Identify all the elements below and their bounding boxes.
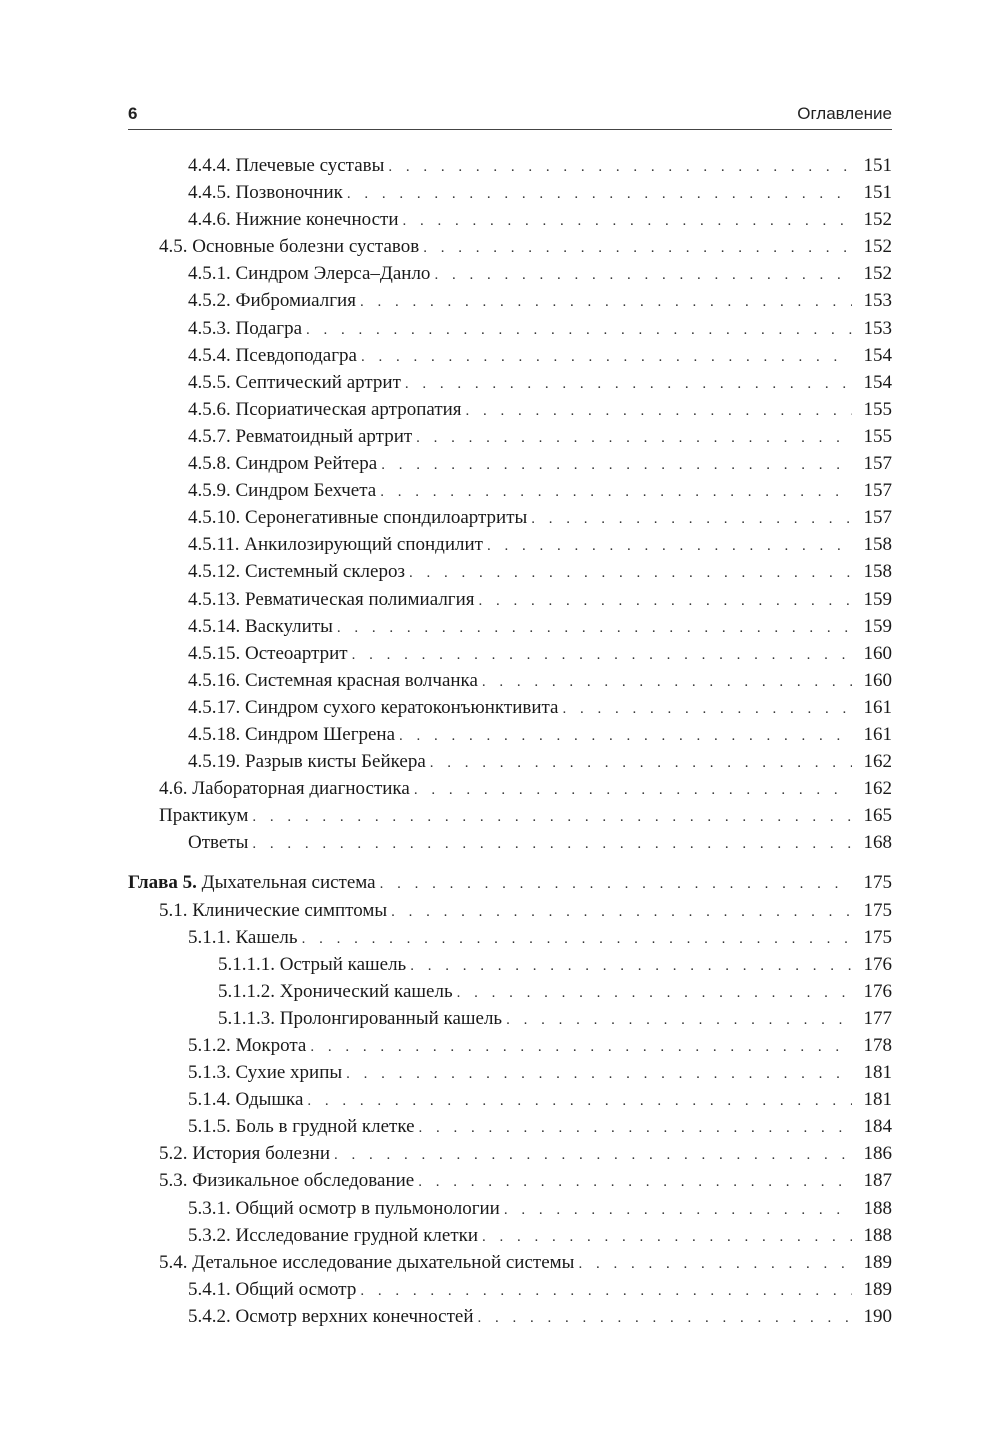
dot-leader [360, 289, 852, 316]
toc-page-number: 175 [863, 899, 892, 921]
toc-entry-number: 4.5.4. [188, 344, 231, 366]
toc-row[interactable] [128, 1167, 892, 1194]
toc-entry-title: Лабораторная диагностика [192, 778, 410, 800]
toc-entry-number: 4.5.3. [188, 317, 231, 339]
toc-page-number: 162 [863, 778, 892, 800]
toc-entry-title: Хронический кашель [279, 980, 453, 1002]
toc-entry-label [188, 640, 348, 667]
toc-entry-label [159, 897, 387, 924]
toc-row[interactable] [128, 1113, 892, 1140]
toc-row[interactable] [128, 233, 892, 260]
toc-entry-label [218, 1005, 502, 1032]
toc-row[interactable] [128, 667, 892, 694]
toc-row[interactable] [128, 260, 892, 287]
toc-entry-label [159, 1140, 330, 1167]
page-header [128, 104, 892, 130]
toc-page-number: 157 [863, 507, 892, 529]
toc-page-number: 154 [863, 371, 892, 393]
dot-leader [360, 1278, 852, 1305]
toc-page-number: 162 [863, 751, 892, 773]
toc-entry-label [188, 829, 248, 856]
dot-leader [380, 871, 852, 898]
toc-page-number: 159 [863, 588, 892, 610]
toc-entry-number: 5.1.4. [188, 1089, 231, 1111]
toc-entry-number: 4.5.15. [188, 642, 241, 664]
toc-entry-label [188, 260, 430, 287]
toc-entry-label [188, 1222, 478, 1249]
toc-entry-label [188, 179, 343, 206]
toc-entry-title: Осмотр верхних конечностей [235, 1305, 474, 1327]
toc-row[interactable] [128, 396, 892, 423]
toc-entry-label [188, 315, 302, 342]
toc-page-number: 158 [863, 534, 892, 556]
dot-leader [434, 262, 852, 289]
toc-entry-number: 5.1.3. [188, 1062, 231, 1084]
toc-entry-title: Физикальное обследование [192, 1170, 415, 1192]
dot-leader [482, 1224, 852, 1251]
toc-entry-title: Подагра [235, 317, 302, 339]
toc-chapter-row[interactable] [128, 869, 892, 896]
toc-row[interactable] [128, 152, 892, 179]
dot-leader [487, 533, 852, 560]
toc-entry-label [188, 1113, 415, 1140]
dot-leader [409, 560, 852, 587]
toc-page-number: 177 [863, 1007, 892, 1029]
dot-leader [346, 1061, 852, 1088]
toc-page-number: 160 [863, 669, 892, 691]
toc-entry-label [188, 924, 298, 951]
toc-page-number: 184 [863, 1116, 892, 1138]
toc-entry-label [188, 531, 483, 558]
toc-entry-label [188, 586, 475, 613]
dot-leader [381, 452, 852, 479]
toc-entry-label [218, 978, 453, 1005]
toc-entry-label [188, 1059, 342, 1086]
toc-page-number: 190 [863, 1305, 892, 1327]
toc-entry-number: 5.4.1. [188, 1278, 231, 1300]
toc-entry-title: Синдром Элерса–Данло [235, 263, 431, 285]
toc-entry-number: 4.5.2. [188, 290, 231, 312]
dot-leader [457, 980, 852, 1007]
running-title: Оглавление [797, 104, 892, 123]
toc-page-number: 178 [863, 1035, 892, 1056]
toc-row[interactable] [128, 369, 892, 396]
toc-entry-title: Ревматическая полимиалгия [245, 588, 475, 610]
dot-leader [337, 615, 852, 642]
toc-entry-label [188, 477, 376, 504]
toc-entry-title: Синдром Шегрена [245, 723, 396, 745]
toc-row[interactable] [128, 287, 892, 314]
toc-row[interactable] [128, 423, 892, 450]
toc-page-number: 181 [863, 1062, 892, 1084]
toc-entry-number: 5.2. [159, 1143, 188, 1165]
toc-row[interactable] [128, 179, 892, 206]
dot-leader [399, 723, 852, 750]
toc-entry-number: 4.5.9. [188, 480, 231, 502]
dot-leader [578, 1251, 852, 1278]
toc-entry-label [188, 721, 395, 748]
toc-row[interactable] [128, 640, 892, 667]
toc-entry-number: 4.4.5. [188, 182, 231, 204]
toc-entry-number: 4.5.16. [188, 669, 241, 691]
toc-entry-title: Ревматоидный артрит [235, 425, 413, 447]
toc-entry-label [188, 206, 399, 233]
toc-page-number: 157 [863, 480, 892, 502]
toc-entry-title: Одышка [235, 1089, 304, 1111]
toc-entry-label [218, 951, 406, 978]
toc-entry-title: Септический артрит [235, 371, 401, 393]
toc-entry-label [188, 450, 377, 477]
toc-page-number: 157 [863, 453, 892, 475]
toc-row[interactable] [128, 1140, 892, 1167]
toc-entry-number: 4.5.10. [188, 507, 241, 529]
toc-page-number: 151 [863, 155, 892, 176]
dot-leader [410, 953, 852, 980]
toc-page-number: 155 [863, 398, 892, 420]
toc-page-number: 186 [863, 1143, 892, 1165]
toc-entry-title: Васкулиты [245, 615, 333, 637]
toc-row[interactable] [128, 1086, 892, 1113]
toc-entry-title: Ответы [188, 832, 249, 854]
toc-entry-number: 4.5.1. [188, 263, 231, 285]
toc-entry-title: Системная красная волчанка [245, 669, 478, 691]
toc-entry-title: Псевдоподагра [235, 344, 357, 366]
toc-entry-title: Остеоартрит [245, 642, 348, 664]
toc-row[interactable] [128, 1249, 892, 1276]
toc-row[interactable] [128, 206, 892, 233]
page-number: 6 [128, 104, 138, 123]
toc-page-number: 155 [863, 425, 892, 447]
toc-entry-title: Общий осмотр в пульмонологии [235, 1197, 500, 1219]
toc-entry-title: Боль в грудной клетке [235, 1116, 415, 1138]
dot-leader [347, 181, 852, 208]
toc-entry-number: 4.5.19. [188, 751, 241, 773]
toc-entry-number: 4.5.18. [188, 723, 241, 745]
dot-leader [504, 1197, 852, 1224]
toc-entry-title: Разрыв кисты Бейкера [245, 751, 426, 773]
dot-leader [423, 235, 852, 262]
toc-entry-title: Фибромиалгия [235, 290, 356, 312]
toc-entry-label [188, 558, 405, 585]
dot-leader [482, 669, 852, 696]
toc-entry-number: 4.5.5. [188, 371, 231, 393]
toc-row[interactable] [128, 694, 892, 721]
toc-entry-title: Системный склероз [245, 561, 405, 583]
dot-leader [531, 506, 852, 533]
toc-entry-label [159, 802, 248, 829]
toc-page-number: 152 [863, 236, 892, 258]
dot-leader [414, 777, 852, 804]
toc-entry-title: Синдром Рейтера [235, 453, 378, 475]
toc-entry-number: 5.1.1.3. [218, 1007, 275, 1029]
toc-page-number: 152 [863, 263, 892, 285]
dot-leader [352, 642, 852, 669]
dot-leader [361, 344, 852, 371]
toc-entry-number: 4.4.4. [188, 155, 231, 176]
toc-row[interactable] [128, 613, 892, 640]
toc-entry-number: 4.5.11. [188, 534, 240, 556]
toc-entry-label [159, 1249, 574, 1276]
toc-entry-number: 5.1. [159, 899, 188, 921]
toc-entry-number: 4.6. [159, 778, 188, 800]
toc-page-number: 188 [863, 1224, 892, 1246]
toc-entry-title: Клинические симптомы [192, 899, 388, 921]
toc-entry-label [188, 342, 357, 369]
toc-entry-title: Серонегативные спондилоартриты [245, 507, 528, 529]
toc-entry-label [188, 287, 356, 314]
toc-entry-title: Позвоночник [235, 182, 343, 204]
toc-entry-label [188, 1195, 500, 1222]
toc-page-number: 188 [863, 1197, 892, 1219]
toc-page-number: 175 [863, 926, 892, 948]
toc-entry-title: Синдром Бехчета [235, 480, 377, 502]
dot-leader [252, 831, 852, 858]
toc-entry-number: 4.5.17. [188, 696, 241, 718]
toc-page-number: 153 [863, 290, 892, 312]
toc-page-number: 175 [863, 872, 892, 894]
dot-leader [416, 425, 852, 452]
toc-row[interactable] [128, 775, 892, 802]
toc-entry-title: Кашель [235, 926, 298, 948]
dot-leader [380, 479, 852, 506]
toc-entry-label [188, 504, 527, 531]
toc-row[interactable] [128, 951, 892, 978]
toc-entry-label [188, 396, 462, 423]
toc-row[interactable] [128, 1059, 892, 1086]
toc-entry-label [159, 233, 419, 260]
toc-row[interactable] [128, 829, 892, 856]
toc-entry-number: 5.4. [159, 1251, 188, 1273]
toc-page-number: 181 [863, 1089, 892, 1111]
toc-page-number: 152 [863, 209, 892, 231]
dot-leader [479, 588, 852, 615]
toc-entry-number: 5.1.1.1. [218, 953, 275, 975]
toc-page-number: 187 [863, 1170, 892, 1192]
toc-entry-label [188, 152, 384, 179]
dot-leader [466, 398, 852, 425]
dot-leader [506, 1007, 852, 1034]
toc-entry-title: История болезни [192, 1143, 331, 1165]
toc-entry-title: Псориатическая артропатия [235, 398, 462, 420]
toc-entry-title: Мокрота [235, 1035, 307, 1056]
toc-entry-label [188, 369, 401, 396]
toc-entry-number: 4.5.12. [188, 561, 241, 583]
toc-row[interactable] [128, 1005, 892, 1032]
toc-page-number: 189 [863, 1278, 892, 1300]
toc-row[interactable] [128, 315, 892, 342]
toc-row[interactable] [128, 1303, 892, 1330]
toc-row[interactable] [128, 477, 892, 504]
toc-row[interactable] [128, 924, 892, 951]
dot-leader [302, 926, 852, 953]
toc-entry-title: Детальное исследование дыхательной системы [192, 1251, 575, 1273]
toc-entry-label [188, 694, 558, 721]
toc-entry-number: 4.5.13. [188, 588, 241, 610]
dot-leader [306, 317, 852, 344]
toc-entry-number: 4.4.6. [188, 209, 231, 231]
toc-entry-title: Анкилозирующий спондилит [244, 534, 483, 556]
dot-leader [405, 371, 852, 398]
toc-row[interactable] [128, 504, 892, 531]
toc-entry-title: Синдром сухого кератоконъюнктивита [245, 696, 559, 718]
dot-leader [388, 154, 852, 181]
toc-page-number: 158 [863, 561, 892, 583]
toc-entry-title: Исследование грудной клетки [235, 1224, 479, 1246]
toc-entry-title: Пролонгированный кашель [279, 1007, 503, 1029]
toc-entry-label [188, 667, 478, 694]
toc-entry-number: 4.5.6. [188, 398, 231, 420]
toc-entry-number: 5.1.1.2. [218, 980, 275, 1002]
toc-row[interactable] [128, 1032, 892, 1059]
toc-entry-title: Общий осмотр [235, 1278, 357, 1300]
toc-row[interactable] [128, 586, 892, 613]
toc-page-number: 168 [863, 832, 892, 854]
toc-entry-label [188, 748, 426, 775]
toc-entry-title: Сухие хрипы [235, 1062, 343, 1084]
toc-page-number: 161 [863, 723, 892, 745]
toc-page-number: 176 [863, 953, 892, 975]
toc-row[interactable] [128, 558, 892, 585]
toc-entry-title: Плечевые суставы [235, 155, 385, 176]
dot-leader [430, 750, 852, 777]
dot-leader [562, 696, 852, 723]
dot-leader [252, 804, 852, 831]
dot-leader [307, 1088, 852, 1115]
dot-leader [403, 208, 852, 235]
header-rule [128, 129, 892, 130]
toc-entry-label [188, 423, 412, 450]
toc-page-number: 160 [863, 642, 892, 664]
toc-entry-number: 5.1.1. [188, 926, 231, 948]
toc-entry-title: Нижние конечности [235, 209, 399, 231]
toc-entry-number: 5.1.5. [188, 1116, 231, 1138]
toc-row[interactable] [128, 342, 892, 369]
dot-leader [334, 1142, 852, 1169]
dot-leader [419, 1115, 852, 1142]
toc-row[interactable] [128, 978, 892, 1005]
dot-leader [391, 899, 852, 926]
toc-entry-title: Дыхательная система [201, 872, 376, 894]
toc-entry-number: 5.3. [159, 1170, 188, 1192]
toc-entry-title: Практикум [159, 805, 249, 827]
toc-entry-number: 5.1.2. [188, 1035, 231, 1056]
dot-leader [478, 1305, 852, 1332]
toc-page-number: 161 [863, 696, 892, 718]
toc-entry-label [188, 1303, 474, 1330]
table-of-contents [128, 152, 892, 1330]
dot-leader [418, 1169, 852, 1196]
toc-entry-title: Основные болезни суставов [192, 236, 420, 258]
toc-entry-number: 5.3.1. [188, 1197, 231, 1219]
toc-entry-title: Острый кашель [279, 953, 407, 975]
toc-entry-label [188, 1276, 356, 1303]
toc-row[interactable] [128, 897, 892, 924]
toc-row[interactable] [128, 1222, 892, 1249]
toc-entry-label [188, 1032, 306, 1059]
toc-page-number: 151 [863, 182, 892, 204]
toc-page-number: 176 [863, 980, 892, 1002]
toc-entry-number: 5.4.2. [188, 1305, 231, 1327]
toc-row[interactable] [128, 802, 892, 829]
toc-entry-label [188, 1086, 303, 1113]
toc-row[interactable] [128, 1195, 892, 1222]
toc-entry-label [159, 775, 410, 802]
toc-entry-number: 4.5.14. [188, 615, 241, 637]
toc-page-number: 165 [863, 805, 892, 827]
toc-page-number: 154 [863, 344, 892, 366]
toc-row[interactable] [128, 531, 892, 558]
toc-entry-label [128, 869, 376, 896]
toc-page-number: 189 [863, 1251, 892, 1273]
toc-entry-number: 4.5.7. [188, 425, 231, 447]
dot-leader [310, 1034, 852, 1061]
toc-page-number: 159 [863, 615, 892, 637]
toc-row[interactable] [128, 1276, 892, 1303]
toc-entry-number: 4.5. [159, 236, 188, 258]
toc-entry-number: Глава 5. [128, 872, 197, 894]
toc-entry-label [159, 1167, 414, 1194]
toc-row[interactable] [128, 748, 892, 775]
toc-page-number: 153 [863, 317, 892, 339]
toc-row[interactable] [128, 450, 892, 477]
toc-entry-label [188, 613, 333, 640]
toc-row[interactable] [128, 721, 892, 748]
toc-entry-number: 5.3.2. [188, 1224, 231, 1246]
toc-entry-number: 4.5.8. [188, 453, 231, 475]
